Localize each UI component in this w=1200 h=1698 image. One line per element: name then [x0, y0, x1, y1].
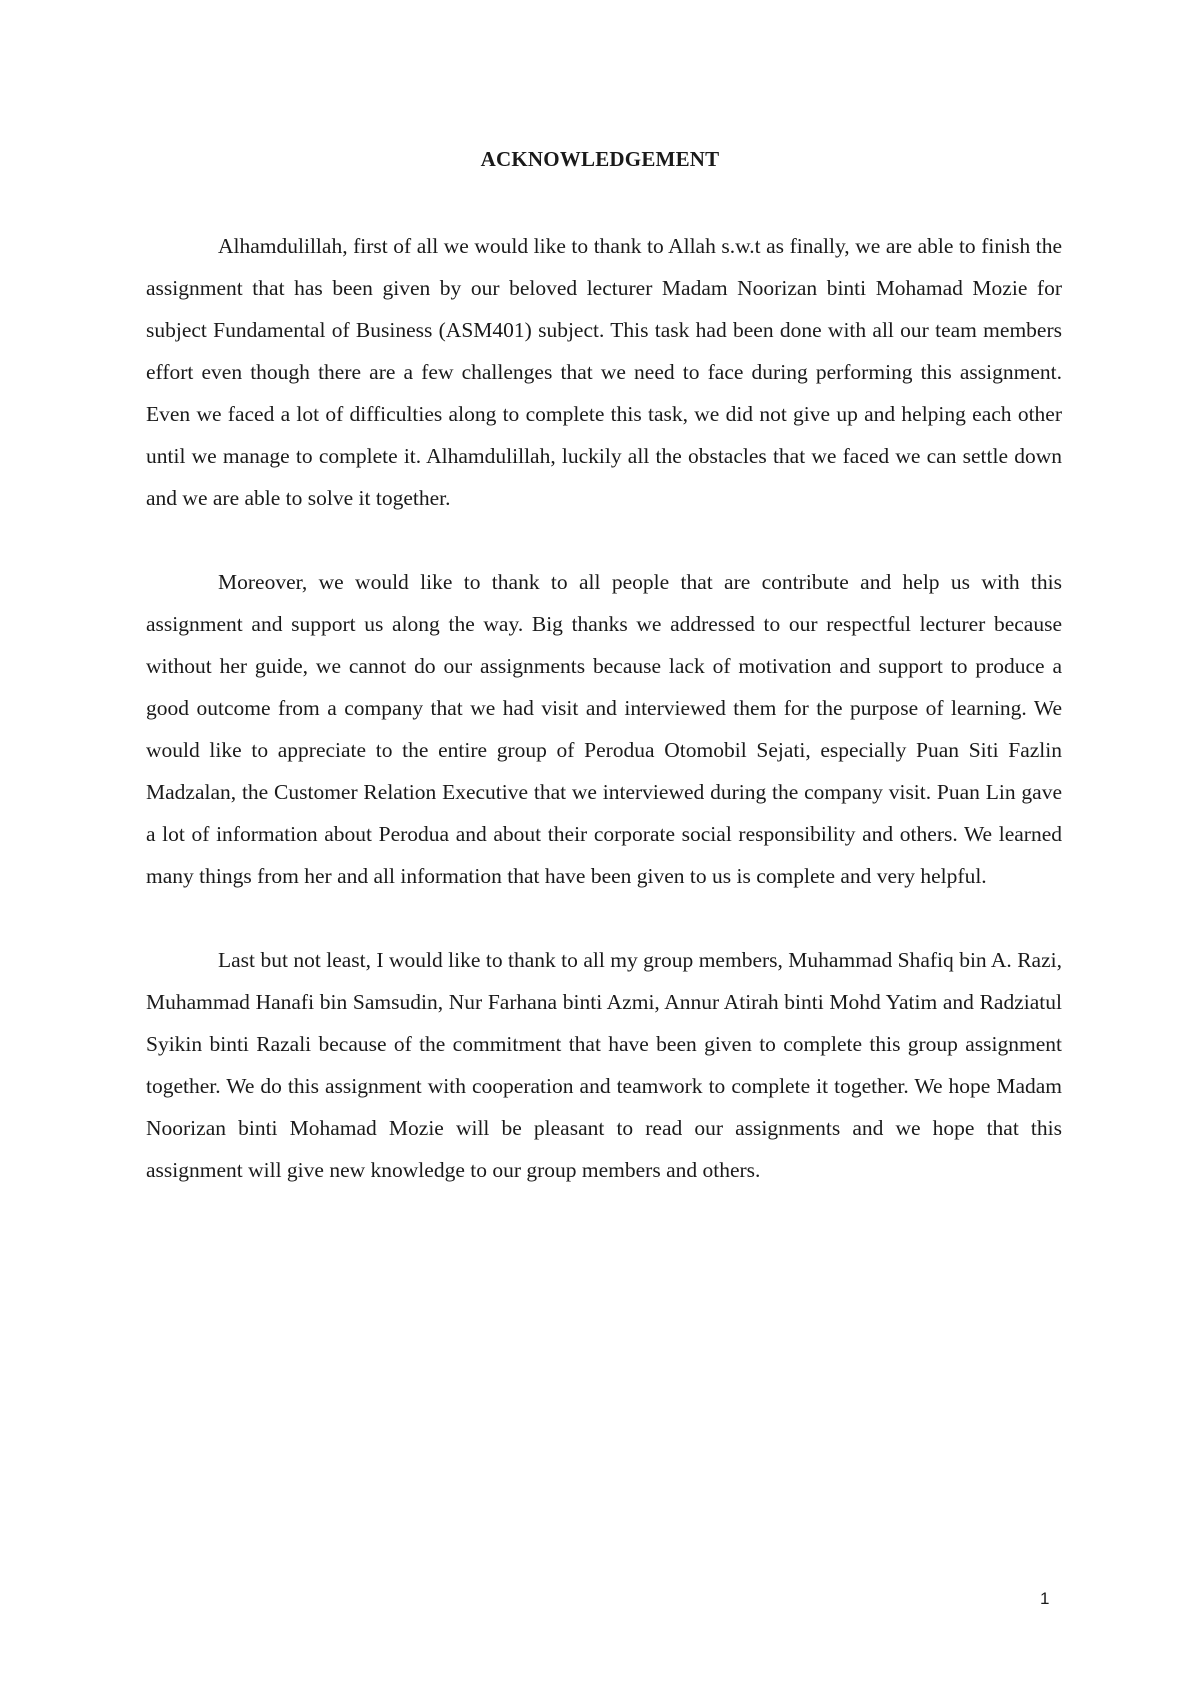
paragraph-gratitude-to-allah: Alhamdulillah, first of all we would like to thank to Allah s.w.t as finally, we are able to finish the assignment that has been given by our beloved lecturer Madam Noorizan binti Mohamad Mozie for subject Fundamental of Business (ASM401) subject. This task had been done with all our team members effort even though there are a few challenges that we need to face during performing this assignment. Even we faced a lot of difficulties along to complete this task, we did not give up and helping each other until we manage to complete it. Alhamdulillah, luckily all the obstacles that we faced we can settle down and we are able to solve it together. — [146, 234, 1062, 510]
document-body — [146, 225, 1062, 1191]
paragraph-thanks-to-people: Moreover, we would like to thank to all people that are contribute and help us with this assignment and support us along the way. Big thanks we addressed to our respectful lecturer because without her guide, we cannot do our assignments because lack of motivation and support to produce a good outcome from a company that we had visit and interviewed them for the purpose of learning. We would like to appreciate to the entire group of Perodua Otomobil Sejati, especially Puan Siti Fazlin Madzalan, the Customer Relation Executive that we interviewed during the company visit. Puan Lin gave a lot of information about Perodua and about their corporate social responsibility and others. We learned many things from her and all information that have been given to us is complete and very helpful. — [146, 570, 1062, 888]
paragraph-thanks-to-group: Last but not least, I would like to thank to all my group members, Muhammad Shafiq bin A. Razi, Muhammad Hanafi bin Samsudin, Nur Farhana binti Azmi, Annur Atirah binti Mohd Yatim and Radziatul Syikin binti Razali because of the commitment that have been given to complete this group assignment together. We do this assignment with cooperation and teamwork to complete it together. We hope Madam Noorizan binti Mohamad Mozie will be pleasant to read our assignments and we hope that this assignment will give new knowledge to our group members and others. — [146, 948, 1062, 1182]
page-number: 1 — [1040, 1589, 1050, 1608]
page-title: ACKNOWLEDGEMENT — [480, 147, 720, 171]
